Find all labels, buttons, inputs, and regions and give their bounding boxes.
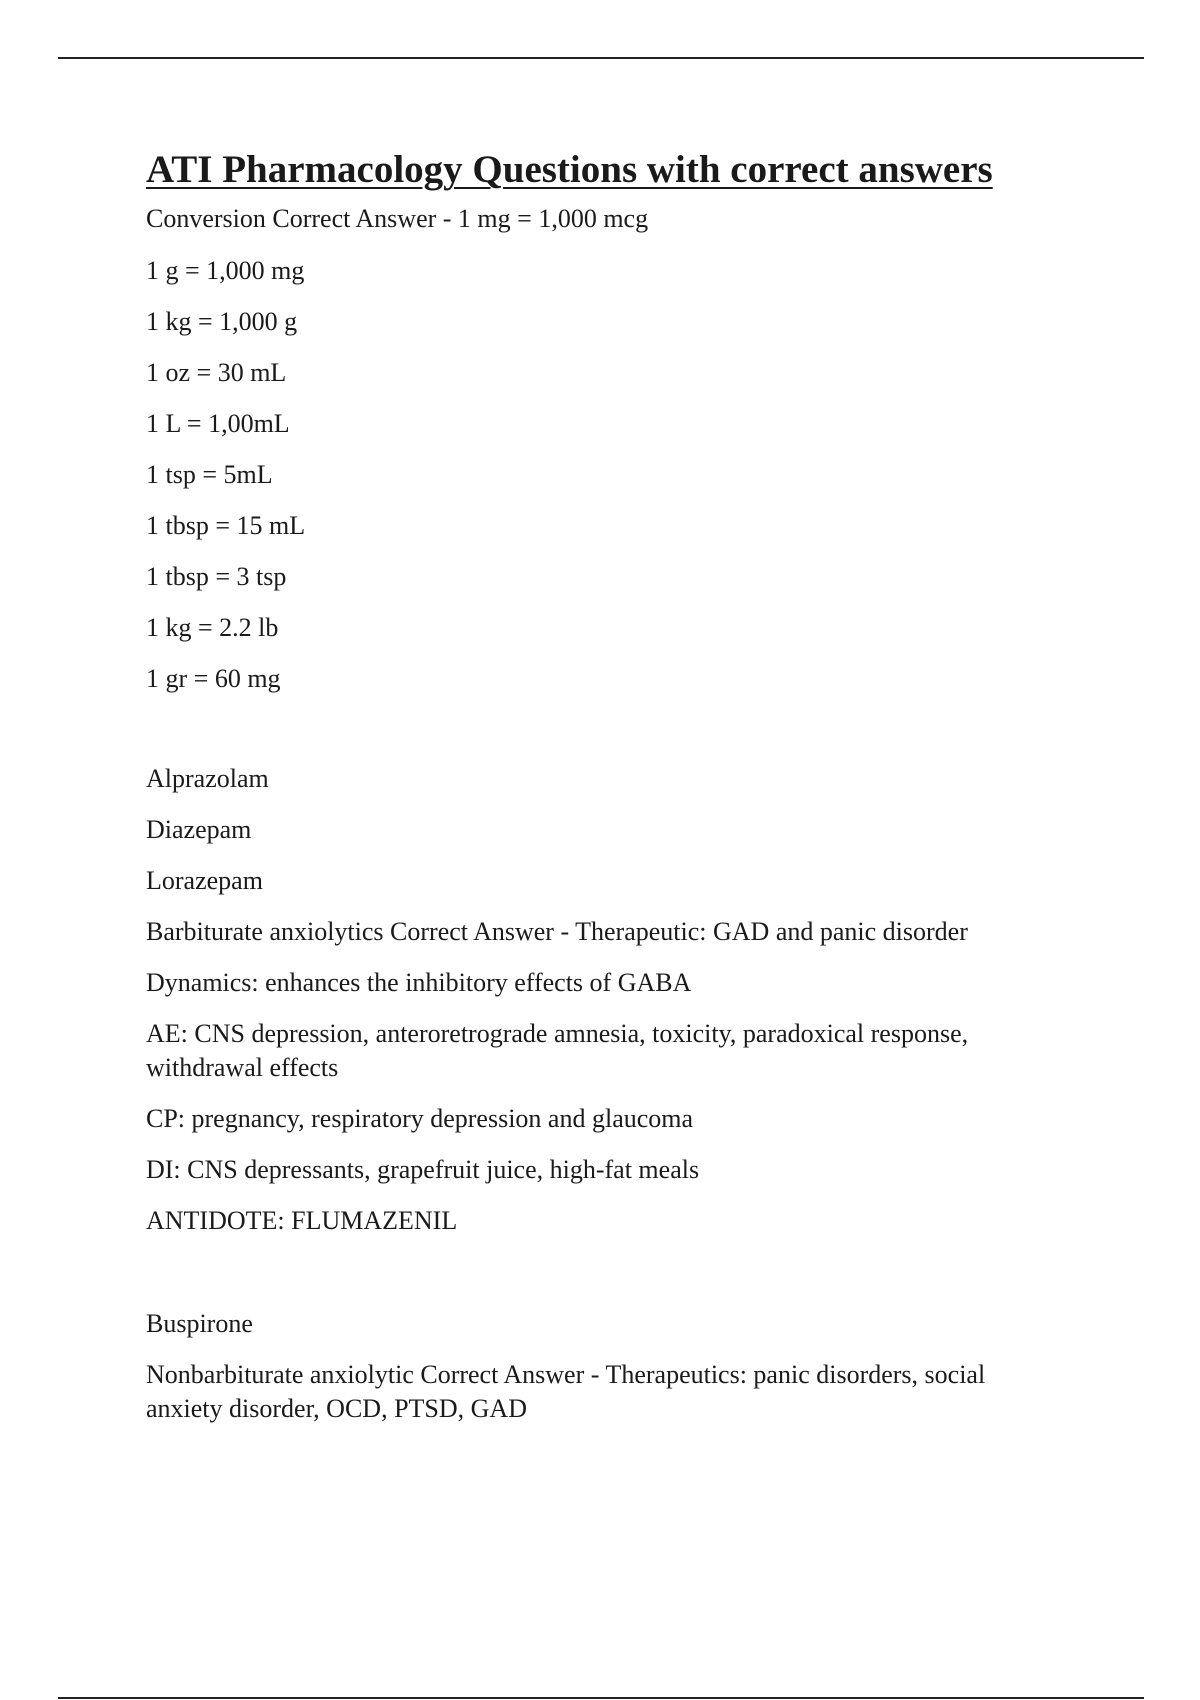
answer-line: Barbiturate anxiolytics Correct Answer - Therapeutic: GAD and panic disorder <box>146 917 968 946</box>
conversion-line: 1 tbsp = 3 tsp <box>146 562 287 591</box>
bottom-rule <box>58 1697 1144 1699</box>
conversion-line: 1 gr = 60 mg <box>146 664 281 693</box>
contraindications-line: CP: pregnancy, respiratory depression and glaucoma <box>146 1104 694 1133</box>
document-body <box>146 146 1066 1443</box>
section-gap <box>146 1255 1066 1307</box>
conversion-line: 1 g = 1,000 mg <box>146 256 305 285</box>
answer-line: Nonbarbiturate anxiolytic Correct Answer - Therapeutics: panic disorders, social anxiety disorder, OCD, PTSD, GAD <box>146 1360 986 1423</box>
top-rule <box>58 57 1144 59</box>
drug-interactions-line: DI: CNS depressants, grapefruit juice, high-fat meals <box>146 1155 700 1184</box>
conversion-line: 1 tbsp = 15 mL <box>146 511 306 540</box>
conversion-line: Conversion Correct Answer - 1 mg = 1,000 mcg <box>146 204 649 233</box>
drug-name: Lorazepam <box>146 866 263 895</box>
conversion-line: 1 L = 1,00mL <box>146 409 290 438</box>
dynamics-line: Dynamics: enhances the inhibitory effects of GABA <box>146 968 692 997</box>
conversion-line: 1 oz = 30 mL <box>146 358 287 387</box>
adverse-effects-line: AE: CNS depression, anteroretrograde amnesia, toxicity, paradoxical response, withdrawal effects <box>146 1019 969 1082</box>
drug-name: Diazepam <box>146 815 252 844</box>
section-gap <box>146 713 1066 762</box>
page-title: ATI Pharmacology Questions with correct answers <box>146 148 993 191</box>
conversion-line: 1 kg = 2.2 lb <box>146 613 279 642</box>
conversion-line: 1 kg = 1,000 g <box>146 307 298 336</box>
barbiturate-section <box>146 762 1066 1255</box>
nonbarbiturate-section <box>146 1307 1066 1443</box>
conversion-section <box>146 202 1066 713</box>
antidote-line: ANTIDOTE: FLUMAZENIL <box>146 1206 458 1235</box>
drug-name: Alprazolam <box>146 764 269 793</box>
drug-name: Buspirone <box>146 1309 253 1338</box>
conversion-line: 1 tsp = 5mL <box>146 460 273 489</box>
